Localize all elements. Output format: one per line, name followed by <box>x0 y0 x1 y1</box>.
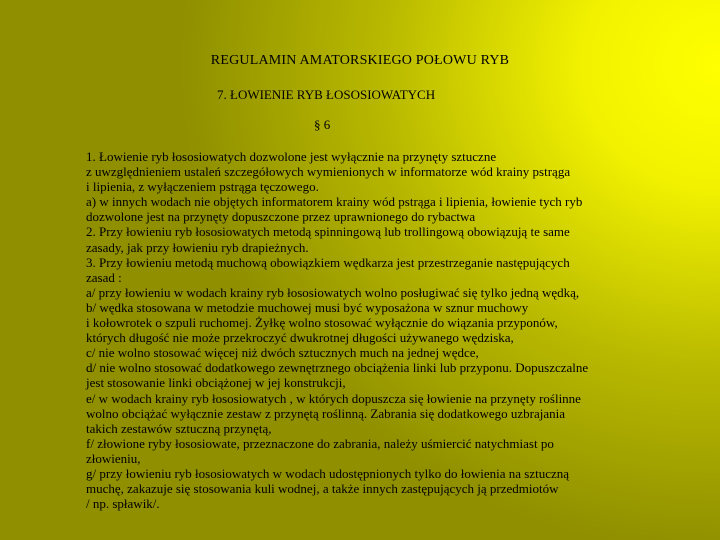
text-line: / np. spławik/. <box>86 496 160 512</box>
text-line: z uwzględnieniem ustaleń szczegółowych wymienionych w informatorze wód krainy pstrąga <box>86 164 571 180</box>
text-line: jest stosowanie linki obciążonej w jej konstrukcji, <box>86 375 346 391</box>
text-line: zasady, jak przy łowieniu ryb drapieżnych. <box>86 239 309 255</box>
text-line: g/ przy łowieniu ryb łososiowatych w wodach udostępnionych tylko do łowienia na sztuczną <box>86 465 570 481</box>
text-line: a) w innych wodach nie objętych informatorem krainy wód pstrąga i lipienia, łowienie tych ryb <box>86 194 583 210</box>
page-title: REGULAMIN AMATORSKIEGO POŁOWU RYB <box>210 53 510 68</box>
text-line: d/ nie wolno stosować dodatkowego zewnętrznego obciążenia linki lub przyponu. Dopuszczalne <box>86 360 589 376</box>
text-line: c/ nie wolno stosować więcej niż dwóch sztucznych much na jednej wędce, <box>86 345 479 361</box>
text-line: zasad : <box>86 269 122 285</box>
text-line: których długość nie może przekroczyć dwukrotnej długości używanego wędziska, <box>86 330 514 346</box>
text-line: i lipienia, z wyłączeniem pstrąga tęczowego. <box>86 179 319 195</box>
text-line: f/ złowione ryby łososiowate, przeznaczone do zabrania, należy uśmiercić natychmiast po <box>86 435 554 451</box>
text-line: wolno obciążać wyłącznie zestaw z przynętą roślinną. Zabrania się dodatkowego uzbrajania <box>86 405 565 421</box>
text-line: a/ przy łowieniu w wodach krainy ryb łososiowatych wolno posługiwać się tylko jedną wędką, <box>86 284 580 300</box>
text-line: i kołowrotek o szpuli ruchomej. Żyłkę wolno stosować wyłącznie do wiązania przyponów, <box>86 315 558 331</box>
text-line: muchę, zakazuje się stosowania kuli wodnej, a także innych zastępujących ją przedmiotów <box>86 481 559 497</box>
paragraph-number: § 6 <box>314 117 331 132</box>
text-line: b/ wędka stosowana w metodzie muchowej musi być wyposażona w sznur muchowy <box>86 299 529 315</box>
text-line: takich zestawów sztuczną przynętą, <box>86 420 272 436</box>
text-line: 3. Przy łowieniu metodą muchową obowiązkiem wędkarza jest przestrzeganie następujących <box>86 254 570 270</box>
regulation-text <box>86 149 706 511</box>
section-heading: 7. ŁOWIENIE RYB ŁOSOSIOWATYCH <box>217 87 436 102</box>
text-line: dozwolone jest na przynęty dopuszczone przez uprawnionego do rybactwa <box>86 209 476 225</box>
text-line: 1. Łowienie ryb łososiowatych dozwolone jest wyłącznie na przynęty sztuczne <box>86 149 497 164</box>
text-line: złowieniu, <box>86 450 141 466</box>
text-line: 2. Przy łowieniu ryb łososiowatych metodą spinningową lub trollingową obowiązują te same <box>86 224 570 240</box>
text-line: e/ w wodach krainy ryb łososiowatych , w których dopuszcza się łowienie na przynęty roślinne <box>86 390 581 406</box>
